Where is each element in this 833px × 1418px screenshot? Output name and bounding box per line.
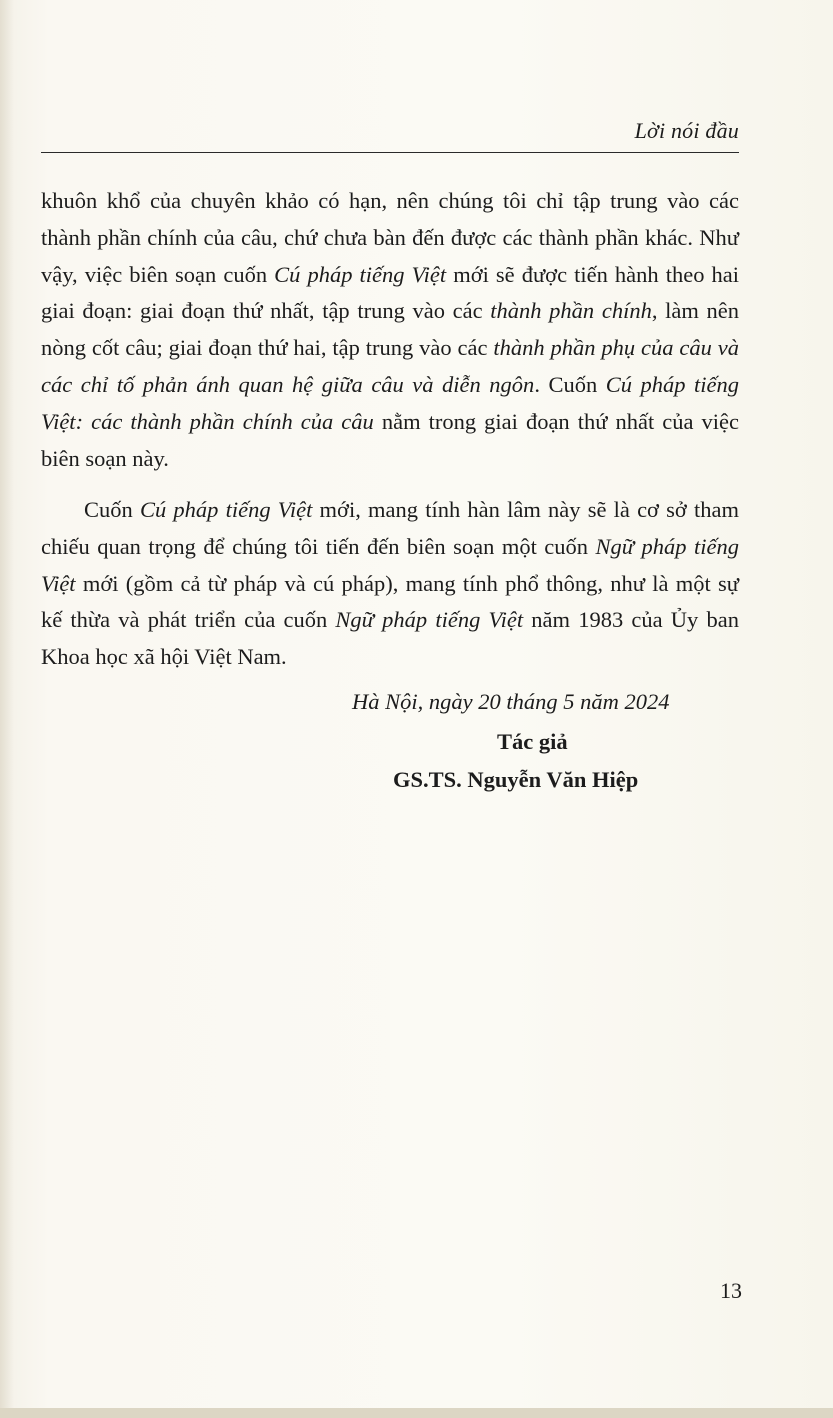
p2-italic-1: Cú pháp tiếng Việt [139, 497, 313, 522]
signature-date: Hà Nội, ngày 20 tháng 5 năm 2024 [352, 689, 670, 714]
p1-text-5: nằm trong giai đoạn thứ nhất của việc biên soạn này. [41, 408, 739, 471]
paragraph-1 [41, 183, 739, 477]
signature-label: Tác giả [497, 729, 568, 754]
running-header-title: Lời nói đầu [634, 118, 739, 143]
p1-text-3: , làm nên nòng cốt câu; giai đoạn thứ hai, tập trung vào các [41, 298, 739, 361]
body-text-second [41, 492, 739, 676]
signature-author-name: GS.TS. Nguyễn Văn Hiệp [393, 767, 639, 792]
p1-text-2: mới sẽ được tiến hành theo hai giai đoạn: giai đoạn thứ nhất, tập trung vào các [41, 261, 740, 324]
p1-text-4: . Cuốn [534, 371, 606, 397]
p2-text-1: Cuốn [84, 497, 140, 522]
p1-italic-1: Cú pháp tiếng Việt [274, 261, 447, 287]
header-rule [41, 152, 739, 153]
p2-italic-3: Ngữ pháp tiếng Việt [335, 607, 524, 633]
p2-text-4: năm 1983 của Ủy ban Khoa học xã hội Việt Nam. [41, 607, 739, 670]
body-text-top [41, 183, 739, 477]
p1-italic-3: thành phần phụ của câu và các chỉ tố phản ánh quan hệ giữa câu và diễn ngôn [41, 335, 739, 397]
paragraph-2 [41, 492, 739, 676]
p2-text-3: mới (gồm cả từ pháp và cú pháp), mang tính phổ thông, như là một sự kế thừa và phát triển của cuốn [41, 570, 739, 633]
p2-italic-2: Ngữ pháp tiếng Việt [41, 533, 739, 596]
p2-text-2: mới, mang tính hàn lâm này sẽ là cơ sở tham chiếu quan trọng để chúng tôi tiến đến biên soạn một cuốn [41, 497, 739, 559]
page-bottom-edge [0, 1408, 833, 1418]
p1-italic-2: thành phần chính [490, 298, 652, 324]
page-number: 13 [720, 1278, 742, 1303]
p1-text-1: khuôn khổ của chuyên khảo có hạn, nên chúng tôi chỉ tập trung vào các thành phần chính của câu, chứ chưa bàn đến được các thành phần khác. Như vậy, việc biên soạn cuốn [41, 188, 739, 287]
p1-italic-4: Cú pháp tiếng Việt: các thành phần chính của câu [41, 371, 739, 434]
page-gutter-shadow [0, 0, 14, 1418]
